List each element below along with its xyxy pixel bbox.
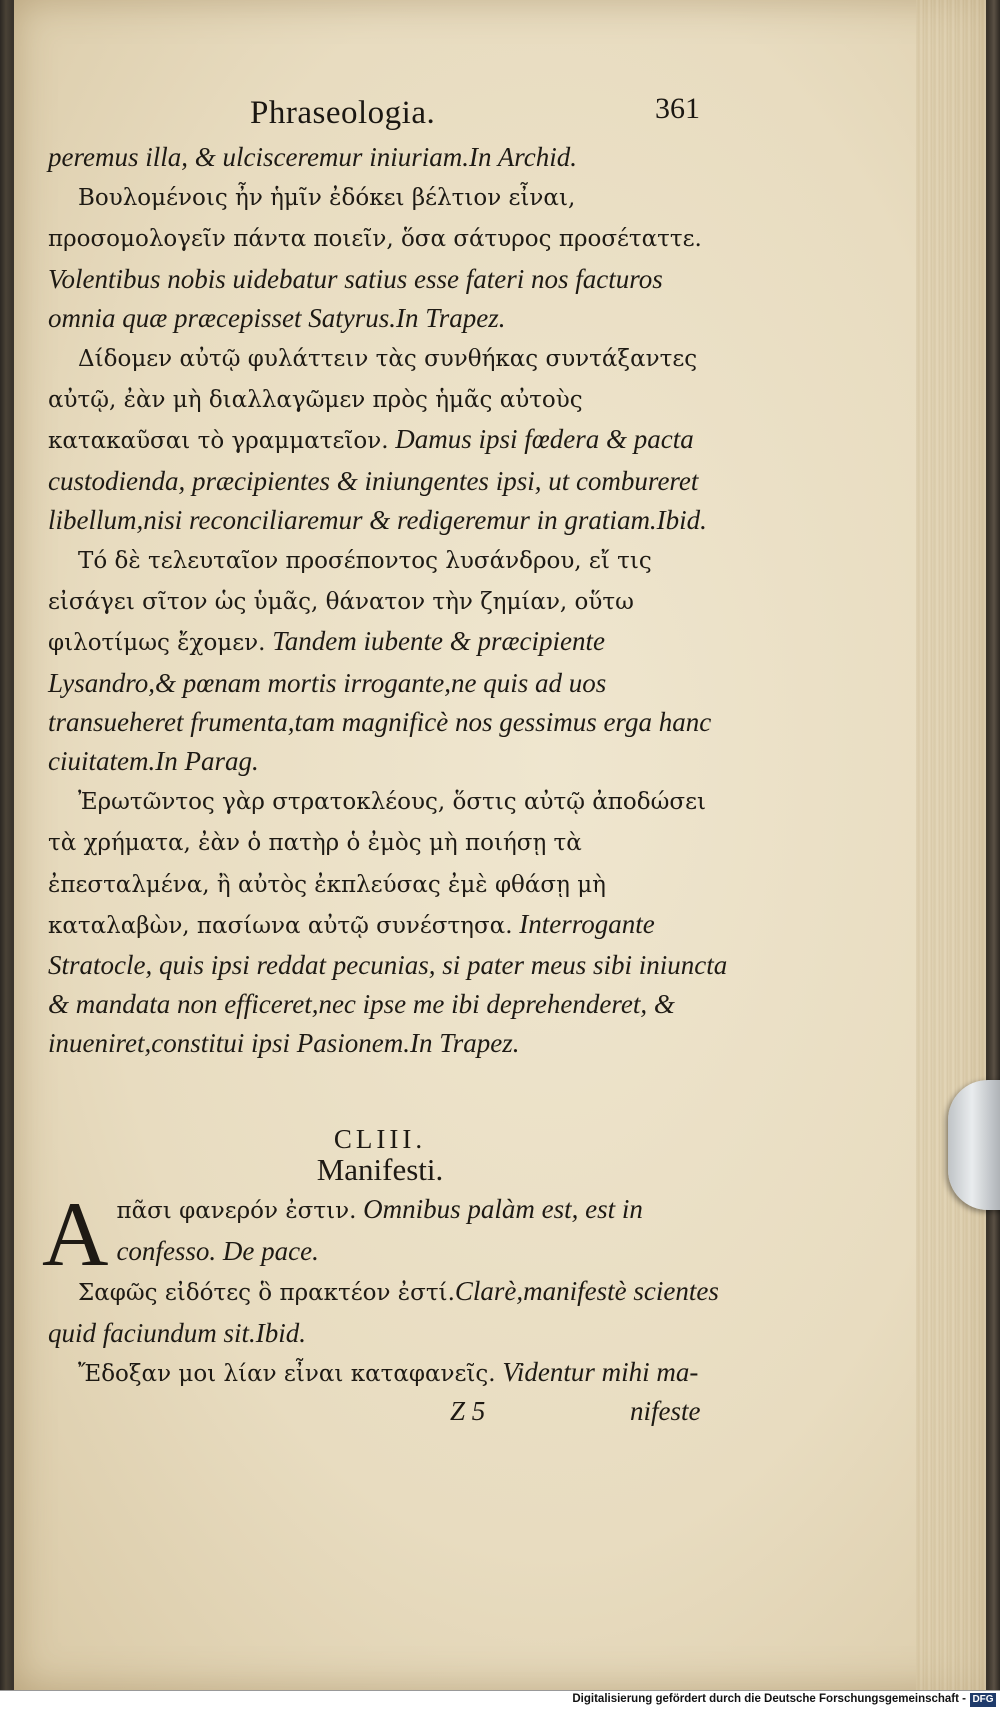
catchword: nifeste <box>630 1396 701 1426</box>
running-title: Phraseologia. <box>250 95 436 131</box>
latin-translation: Clarè,manifestè scientes quid faciundum sit.Ibid. <box>48 1276 719 1348</box>
section-title: Manifesti. <box>316 1152 444 1187</box>
latin-translation: Omnibus palàm est, est in confesso. De pace. <box>116 1194 643 1266</box>
entry-paragraph <box>48 540 728 781</box>
latin-translation: Volentibus nobis uidebatur satius esse fateri nos facturos omnia quæ præcepisset Satyrus.In Trapez. <box>48 263 663 333</box>
signature-mark: Z 5 <box>450 1396 486 1426</box>
footer-bar <box>0 1690 1000 1710</box>
entry-paragraph <box>48 1272 728 1353</box>
page-clip <box>948 1080 1000 1210</box>
dfg-logo-icon: DFG <box>970 1693 996 1707</box>
greek-quote: Τό δὲ τελευταῖον προσέποντος λυσάνδρου, εἴ τις εἰσάγει σῖτον ὡς ὑμᾶς, θάνατον τὴν ζημίαν, οὕτω φιλοτίμως ἔχομεν. <box>48 548 652 657</box>
greek-quote: Ἔδοξαν μοι λίαν εἶναι καταφανεῖς. <box>78 1361 496 1387</box>
latin-translation: Interrogante Stratocle, quis ipsi reddat pecunias, si pater meus sibi iniuncta & mandata non efficeret,nec ipse me ibi deprehenderet, & inueniret,constitui ipsi Pasionem.In Trapez. <box>48 908 728 1059</box>
greek-quote: Ἐρωτῶντος γὰρ στρατοκλέους, ὅστις αὐτῷ ἀποδώσει τὰ χρήματα, ἐὰν ὁ πατὴρ ὁ ἐμὸς μὴ ποιήσῃ τὰ ἐπεσταλμένα, ἢ αὐτὸς ἐκπλεύσας ἐμὲ φθάσῃ μὴ καταλαβὼν, πασίωνα αὐτῷ συνέστησα. <box>48 789 706 939</box>
main-text <box>48 138 728 1064</box>
latin-translation: Tandem iubente & præcipiente Lysandro,& pœnam mortis irrogante,ne quis ad uos transueheret frumenta,tam magnificè nos gessimus erga hanc ciuitatem.In Parag. <box>48 626 712 777</box>
entry-paragraph <box>48 781 728 1063</box>
greek-quote: Βουλομένοις ἦν ἡμῖν ἐδόκει βέλτιον εἶναι, προσομολογεῖν πάντα ποιεῖν, ὅσα σάτυρος προσέταττε. <box>48 185 702 253</box>
greek-quote: πᾶσι φανερόν ἐστιν. <box>116 1198 357 1224</box>
entry-paragraph <box>48 177 728 338</box>
section-text <box>42 1183 728 1395</box>
greek-quote: Δίδομεν αὐτῷ φυλάττειν τὰς συνθήκας συντάξαντες αὐτῷ, ἐὰν μὴ διαλλαγῶμεν πρὸς ἡμᾶς αὐτοὺς κατακαῦσαι τὸ γραμματεῖον. <box>48 346 698 455</box>
entry-paragraph <box>48 338 728 540</box>
funding-credit: Digitalisierung gefördert durch die Deutsche Forschungsgemeinschaft - <box>572 1693 966 1705</box>
entry-paragraph <box>48 1353 728 1395</box>
page-number: 361 <box>655 92 700 125</box>
page-edge <box>916 0 986 1690</box>
latin-translation: Videntur mihi ma- <box>495 1357 699 1387</box>
latin-translation: Damus ipsi fœdera & pacta custodienda, præcipientes & iniungentes ipsi, ut combureret libellum,nisi reconciliaremur & redigeremur in gratiam.Ibid. <box>48 424 707 535</box>
drop-cap: A <box>42 1183 109 1285</box>
text-line: peremus illa, & ulcisceremur iniuriam.In Archid. <box>48 142 577 172</box>
entry-paragraph <box>42 1183 728 1285</box>
greek-quote: Σαφῶς εἰδότες ὃ πρακτέον ἐστί. <box>78 1280 455 1306</box>
section-number: CLIII. <box>333 1124 427 1154</box>
